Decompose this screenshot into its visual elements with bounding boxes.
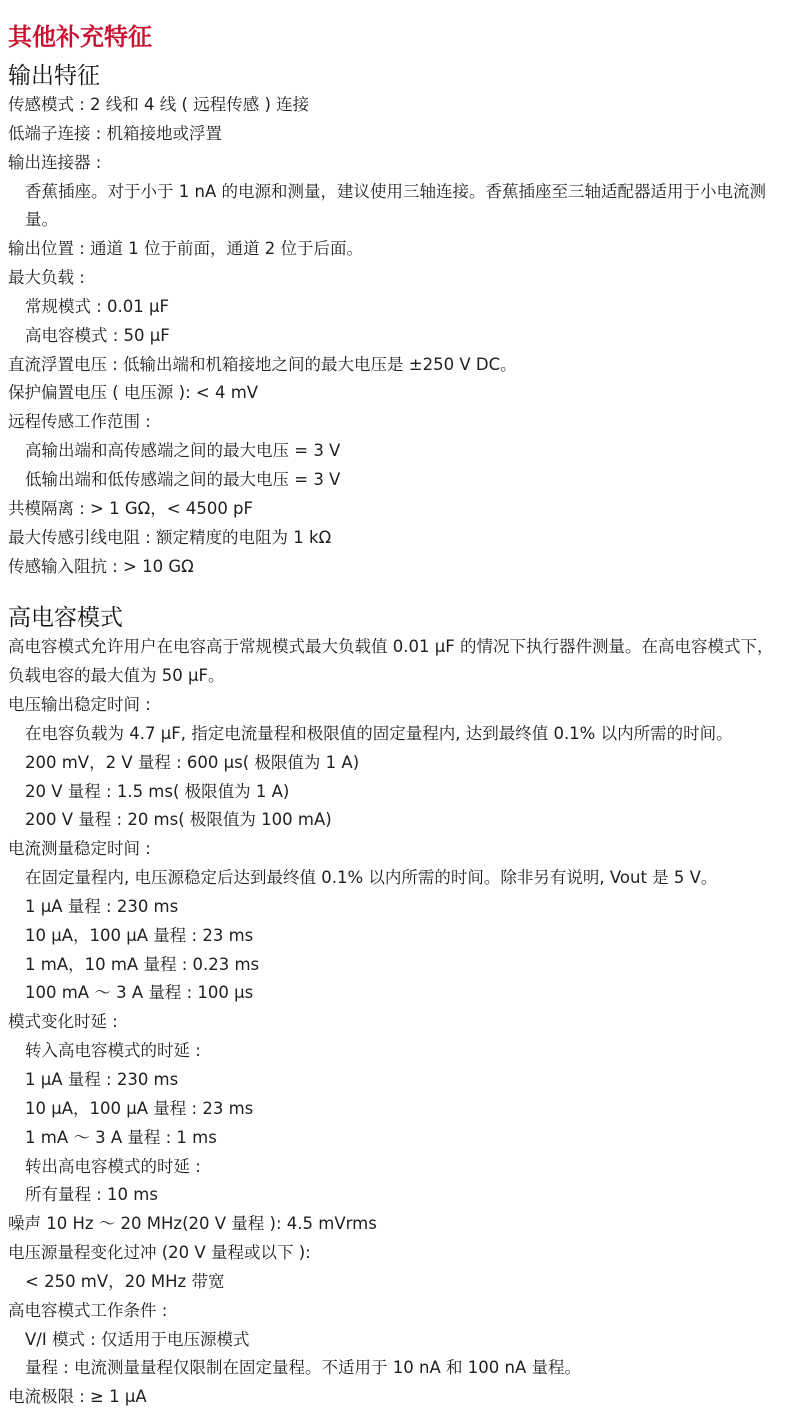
spec-line-mode-change-delay: 模式变化时延 : xyxy=(8,1012,118,1032)
spec-line-operating-conditions: 高电容模式工作条件 : xyxy=(8,1300,168,1320)
spec-line-into-10ua-100ua-range: 10 µA，100 µA 量程 : 23 ms xyxy=(25,1098,254,1118)
section-heading-high-cap: 高电容模式 xyxy=(8,605,123,632)
spec-line-banana-jacks: 香蕉插座。对于小于 1 nA 的电源和测量，建议使用三轴连接。香蕉插座至三轴适配器适用于小电流测量。 xyxy=(25,181,766,230)
spec-line-high-sense-max: 高输出端和高传感端之间的最大电压 = 3 V xyxy=(25,441,341,461)
spec-line-remote-sense-range: 远程传感工作范围 : xyxy=(8,412,151,432)
spec-line-1ma-10ma-range: 1 mA，10 mA 量程 : 0.23 ms xyxy=(25,954,260,974)
spec-line-output-connectors: 输出连接器 : xyxy=(8,152,102,172)
spec-line-current-settling: 电流测量稳定时间 : xyxy=(8,839,151,859)
spec-line-all-ranges: 所有量程 : 10 ms xyxy=(25,1185,158,1205)
spec-line-range-restriction: 量程 : 电流测量量程仅限制在固定量程。不适用于 10 nA 和 100 nA 量程。 xyxy=(25,1358,581,1378)
spec-line-200v-range: 200 V 量程 : 20 ms( 极限值为 100 mA) xyxy=(25,810,332,830)
spec-line-normal-mode-load: 常规模式 : 0.01 µF xyxy=(25,296,170,316)
spec-line-into-1ma-3a-range: 1 mA ～ 3 A 量程 : 1 ms xyxy=(25,1127,217,1147)
spec-line-max-load: 最大负载 : xyxy=(8,268,85,288)
high-capacitance-section xyxy=(8,603,800,1412)
spec-line-into-1ua-range: 1 µA 量程 : 230 ms xyxy=(25,1070,179,1089)
spec-line-100ma-3a-range: 100 mA ～ 3 A 量程 : 100 µs xyxy=(25,983,254,1003)
spec-para-high-cap-intro: 高电容模式允许用户在电容高于常规模式最大负载值 0.01 µF 的情况下执行器件测量。在高电容模式下，负载电容的最大值为 50 µF。 xyxy=(8,637,774,686)
spec-line-range-change-overshoot: 电压源量程变化过冲 (20 V 量程或以下 ): xyxy=(8,1243,311,1263)
spec-line-max-sense-lead-resistance: 最大传感引线电阻 : 额定精度的电阻为 1 kΩ xyxy=(8,527,332,547)
spec-line-noise: 噪声 10 Hz ～ 20 MHz(20 V 量程 ): 4.5 mVrms xyxy=(8,1214,377,1234)
spec-line-vi-mode: V/I 模式 : 仅适用于电压源模式 xyxy=(25,1329,250,1349)
spec-line-guard-offset: 保护偏置电压 ( 电压源 ): < 4 mV xyxy=(8,383,259,403)
section-heading-output: 输出特征 xyxy=(8,63,100,89)
spec-line-200mv-2v-range: 200 mV，2 V 量程 : 600 µs( 极限值为 1 A) xyxy=(25,752,360,772)
spec-line-20v-range: 20 V 量程 : 1.5 ms( 极限值为 1 A) xyxy=(25,781,290,801)
spec-line-high-cap-load: 高电容模式 : 50 µF xyxy=(25,325,170,345)
page-title: 其他补充特征 xyxy=(8,23,152,51)
spec-line-common-mode-isolation: 共模隔离 : > 1 GΩ，< 4500 pF xyxy=(8,498,254,518)
spec-line-1ua-range: 1 µA 量程 : 230 ms xyxy=(25,896,179,916)
spec-line-10ua-100ua-range: 10 µA，100 µA 量程 : 23 ms xyxy=(25,925,254,945)
spec-line-low-sense-max: 低输出端和低传感端之间的最大电压 = 3 V xyxy=(25,469,341,489)
spec-line-voltage-settling-desc: 在电容负载为 4.7 µF, 指定电流量程和极限值的固定量程内, 达到最终值 0.1% 以内所需的时间。 xyxy=(25,723,733,743)
spec-line-low-terminal: 低端子连接 : 机箱接地或浮置 xyxy=(8,123,223,143)
spec-line-sense-input-impedance: 传感输入阻抗 : > 10 GΩ xyxy=(8,556,194,576)
spec-line-current-settling-desc: 在固定量程内, 电压源稳定后达到最终值 0.1% 以内所需的时间。除非另有说明, Vout 是 5 V。 xyxy=(25,868,718,888)
spec-line-current-limit: 电流极限 : ≥ 1 µA xyxy=(8,1387,147,1407)
output-characteristics-section xyxy=(8,61,800,581)
spec-line-output-location: 输出位置 : 通道 1 位于前面，通道 2 位于后面。 xyxy=(8,239,364,259)
spec-line-sense-mode: 传感模式 : 2 线和 4 线 ( 远程传感 ) 连接 xyxy=(8,95,310,114)
spec-line-voltage-settling: 电压输出稳定时间 : xyxy=(8,695,151,715)
spec-line-overshoot-value: < 250 mV，20 MHz 带宽 xyxy=(25,1271,225,1291)
spec-line-into-high-cap-delay: 转入高电容模式的时延 : xyxy=(25,1041,201,1061)
spec-line-dc-floating-voltage: 直流浮置电压 : 低输出端和机箱接地之间的最大电压是 ±250 V DC。 xyxy=(8,354,517,374)
spec-line-out-of-high-cap-delay: 转出高电容模式的时延 : xyxy=(25,1156,201,1176)
